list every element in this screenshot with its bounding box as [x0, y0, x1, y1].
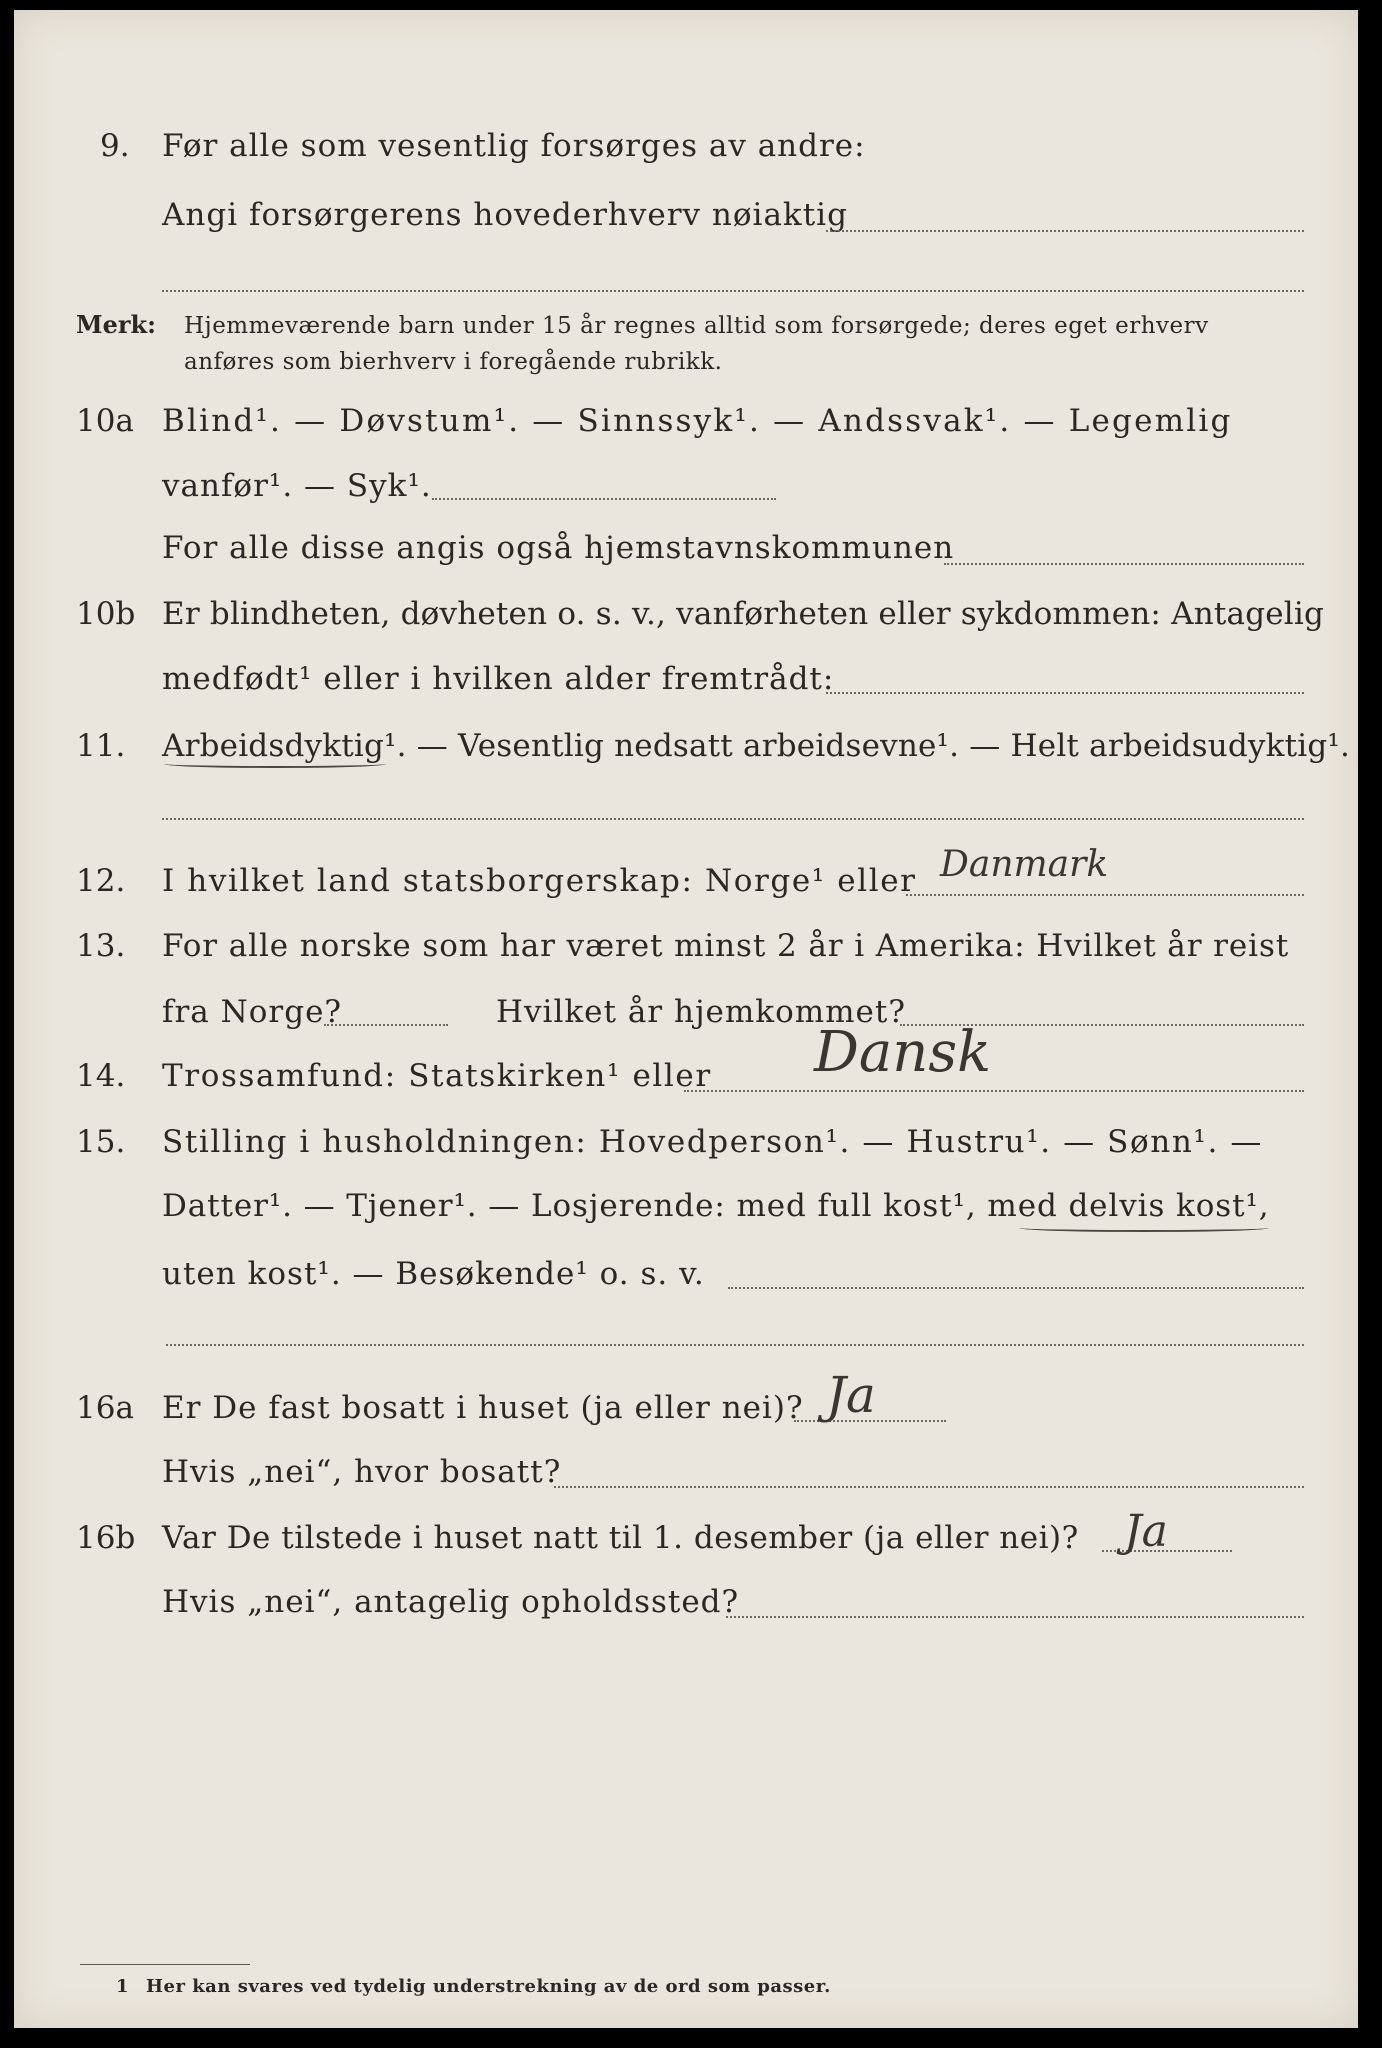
q11-number: 11. — [76, 728, 126, 764]
q14-answer-line[interactable] — [684, 1090, 1304, 1092]
q16b-line-2: Hvis „nei“, antagelig opholdssted? — [162, 1584, 740, 1620]
census-form-page — [14, 10, 1358, 2028]
footnote-text: Her kan svares ved tydelig understrekning av de ord som passer. — [146, 1976, 831, 1997]
footnote-mark: 1 — [116, 1976, 130, 1997]
q9-question: Før alle som vesentlig forsørges av andre: — [162, 128, 866, 164]
q9-subquestion: Angi forsørgerens hovederhverv nøiaktig — [162, 197, 848, 233]
q13-from-norway: fra Norge? — [162, 994, 343, 1030]
merk-line-2: anføres som bierhverv i foregående rubrikk. — [184, 349, 723, 375]
q15-answer-line-2[interactable] — [166, 1344, 1304, 1346]
q10a-answer-line[interactable] — [432, 498, 776, 500]
q10b-answer-line[interactable] — [826, 692, 1304, 694]
q16b-number: 16b — [76, 1520, 136, 1556]
merk-label: Merk: — [76, 310, 156, 339]
q9-answer-line[interactable] — [826, 230, 1304, 232]
q16a-line-1: Er De fast bosatt i huset (ja eller nei)? — [162, 1390, 804, 1426]
q10b-number: 10b — [76, 596, 136, 632]
footnote-rule — [80, 1964, 250, 1965]
q13-returned: Hvilket år hjemkommet? — [496, 994, 906, 1030]
q16a-handwritten-answer: Ja — [826, 1366, 876, 1424]
q16a-bosatt-line[interactable] — [554, 1486, 1304, 1488]
q15-answer-line[interactable] — [728, 1287, 1304, 1289]
q11-handwritten-underline — [164, 760, 386, 768]
q13-number: 13. — [76, 928, 126, 964]
q10b-line-1: Er blindheten, døvheten o. s. v., vanførheten eller sykdommen: Antagelig — [162, 596, 1325, 632]
q13-reist-line[interactable] — [324, 1024, 448, 1026]
q15-handwritten-underline — [1019, 1224, 1269, 1232]
q16a-line-2: Hvis „nei“, hvor bosatt? — [162, 1454, 562, 1490]
q10b-line-2: medfødt¹ eller i hvilken alder fremtrådt: — [162, 661, 835, 697]
q13-line-1: For alle norske som har været minst 2 år i Amerika: Hvilket år reist — [162, 928, 1290, 964]
q12-answer-line[interactable] — [906, 894, 1304, 896]
q16b-line-1: Var De tilstede i huset natt til 1. desember (ja eller nei)? — [162, 1520, 1079, 1556]
q12-number: 12. — [76, 863, 126, 899]
q9-number: 9. — [100, 128, 130, 164]
q12-line-1: I hvilket land statsborgerskap: Norge¹ eller — [162, 863, 917, 899]
q10a-number: 10a — [76, 403, 134, 439]
q15-line-1: Stilling i husholdningen: Hovedperson¹. — Hustru¹. — Sønn¹. — — [162, 1124, 1263, 1160]
q14-line-1: Trossamfund: Statskirken¹ eller — [162, 1058, 712, 1094]
merk-line-1: Hjemmeværende barn under 15 år regnes alltid som forsørgede; deres eget erhverv — [184, 313, 1209, 339]
q12-handwritten-answer: Danmark — [940, 844, 1109, 885]
q15-number: 15. — [76, 1124, 126, 1160]
q10a-hjemstavn-line[interactable] — [944, 563, 1304, 565]
q15-line-2: Datter¹. — Tjener¹. — Losjerende: med full kost¹, med delvis kost¹, — [162, 1188, 1270, 1224]
q9-answer-line-2[interactable] — [162, 290, 1304, 292]
q10a-line-2: vanfør¹. — Syk¹. — [162, 468, 432, 504]
q10a-line-1: Blind¹. — Døvstum¹. — Sinnssyk¹. — Andssvak¹. — Legemlig — [162, 403, 1233, 439]
q16a-number: 16a — [76, 1390, 134, 1426]
q15-line-3: uten kost¹. — Besøkende¹ o. s. v. — [162, 1256, 705, 1292]
q10a-line-3: For alle disse angis også hjemstavnskommunen — [162, 530, 955, 566]
q14-handwritten-answer: Dansk — [814, 1020, 992, 1085]
q14-number: 14. — [76, 1058, 126, 1094]
q11-answer-line[interactable] — [162, 818, 1304, 820]
q16b-handwritten-answer: Ja — [1124, 1506, 1168, 1557]
q11-line-1: Arbeidsdyktig¹. — Vesentlig nedsatt arbeidsevne¹. — Helt arbeidsudyktig¹. — [162, 728, 1351, 764]
q16b-opholdssted-line[interactable] — [726, 1616, 1304, 1618]
